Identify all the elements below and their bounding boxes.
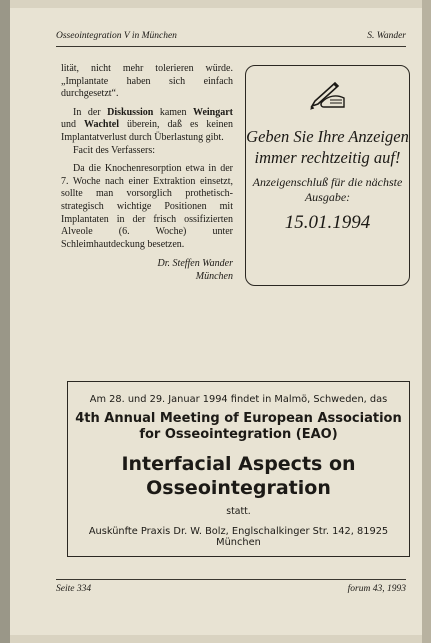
announcement-contact: Auskünfte Praxis Dr. W. Bolz, Englschalkinger Str. 142, 81925 München bbox=[88, 526, 389, 548]
meeting-title: Interfacial Aspects on Osseointegration bbox=[121, 453, 356, 499]
discussion-term: Diskussion bbox=[107, 106, 154, 118]
advertisement-box bbox=[245, 65, 410, 286]
discussion-paragraph: In der Diskussion kamen Weingart und Wachtel überein, daß es keinen Implantatverlust durch Überlastung gibt. bbox=[61, 106, 233, 143]
header-left: Osseointegration V in München bbox=[56, 31, 177, 41]
article-paragraph: lität, nicht mehr tolerieren würde. „Implantate haben sich einfach durchgesetzt“. bbox=[61, 63, 233, 100]
author-signature bbox=[61, 257, 233, 283]
running-header bbox=[56, 31, 406, 41]
ad-deadline-label: Anzeigenschluß für die nächste Ausgabe: bbox=[252, 175, 403, 204]
journal-issue: forum 43, 1993 bbox=[347, 584, 406, 594]
meeting-announcement bbox=[67, 381, 410, 557]
pen-writing-icon bbox=[308, 80, 348, 112]
signature-city: München bbox=[195, 271, 233, 283]
announcement-statt: statt. bbox=[226, 506, 251, 517]
conclusion-paragraph: Da die Knochenresorption etwa in der 7. Woche nach einer Extraktion einsetzt, sollte man vorsorglich prothetisch-strategisch wichtige Positionen mit Implantaten in der frisch ossifizierten Alveole (6. Woche) unter Schleimhautdeckung besetzen. bbox=[61, 163, 233, 250]
header-rule bbox=[56, 46, 406, 47]
signature-name: Dr. Steffen Wander bbox=[157, 258, 233, 270]
announcement-intro: Am 28. und 29. Januar 1994 findet in Malmö, Schweden, das bbox=[89, 394, 388, 405]
ad-deadline-date: 15.01.1994 bbox=[284, 212, 371, 233]
page-footer bbox=[56, 584, 406, 594]
meeting-name: 4th Annual Meeting of European Association for Osseointegration (EAO) bbox=[75, 411, 402, 442]
footer-rule bbox=[56, 579, 406, 580]
ad-headline: Geben Sie Ihre Anzeigen immer rechtzeitig auf! bbox=[246, 127, 409, 167]
page-number: Seite 334 bbox=[56, 584, 92, 594]
conclusion-heading: Facit des Verfassers: bbox=[73, 144, 156, 156]
header-right: S. Wander bbox=[367, 31, 406, 41]
article-column bbox=[61, 63, 233, 283]
scan-edge-left bbox=[0, 0, 10, 643]
author-weingart: Weingart bbox=[193, 106, 233, 118]
scan-edge-right bbox=[422, 0, 431, 643]
author-wachtel: Wachtel bbox=[84, 119, 120, 131]
